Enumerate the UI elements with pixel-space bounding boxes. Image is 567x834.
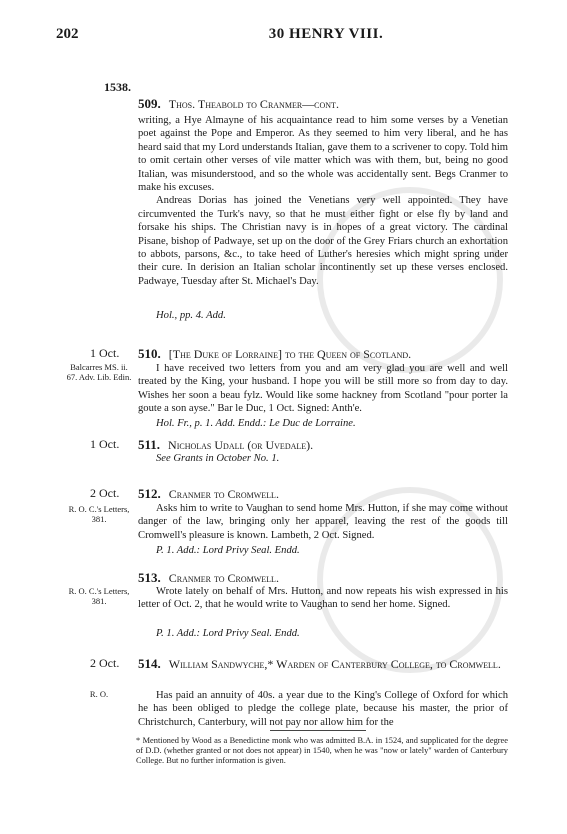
entry-heading bbox=[138, 656, 508, 672]
entry-title: Thos. Theabold to Cranmer—cont. bbox=[168, 97, 339, 111]
footnote-rule bbox=[270, 730, 366, 731]
entry-heading bbox=[138, 486, 279, 502]
entry-meta: Hol., pp. 4. Add. bbox=[156, 310, 226, 321]
entry-title: Cranmer to Cromwell. bbox=[168, 571, 279, 585]
entry-number: 511. bbox=[138, 437, 161, 452]
year-label: 1538. bbox=[104, 80, 131, 94]
entry-number: 514. bbox=[138, 656, 161, 671]
paragraph: I have received two letters from you and am very glad you are well and well treated by the King, your husband. I hope you will be still more so from day to day. Wishes her soon a beau fylz. Would like some hackney from Scotland "pour porter la goute a son ayse." Bar le Duc, 1 Oct. Signed: Anth'e. bbox=[138, 363, 508, 415]
paragraph: Has paid an annuity of 40s. a year due to the King's College of Oxford for which he has been obliged to pledge the college plate, because his master, the prior of Christchurch, Canterbury, will not pay nor allow him for the bbox=[138, 690, 508, 728]
entry-heading bbox=[138, 346, 411, 362]
entry-date: 2 Oct. bbox=[90, 486, 120, 500]
page-number: 202 bbox=[56, 26, 79, 42]
running-title: 30 HENRY VIII. bbox=[268, 26, 384, 42]
entry-title: [The Duke of Lorraine] to the Queen of Scotland. bbox=[168, 347, 412, 361]
entry-body bbox=[138, 114, 508, 288]
entry-date: 1 Oct. bbox=[90, 437, 120, 451]
running-header bbox=[56, 26, 556, 46]
entry-heading bbox=[138, 96, 339, 112]
entry-title: Nicholas Udall (or Uvedale). bbox=[168, 438, 314, 452]
entry-heading bbox=[138, 437, 313, 453]
entry-meta: Hol. Fr., p. 1. Add. Endd.: Le Duc de Lorraine. bbox=[156, 418, 356, 429]
entry-meta: P. 1. Add.: Lord Privy Seal. Endd. bbox=[156, 545, 300, 556]
entry-date: 2 Oct. bbox=[90, 656, 120, 670]
entry-meta: See Grants in October No. 1. bbox=[156, 453, 280, 464]
source-reference: R. O. C.'s Letters, 381. bbox=[68, 586, 130, 606]
footnote: * Mentioned by Wood as a Benedictine monk who was admitted B.A. in 1524, and supplicated for the degree of D.D. (whether granted or not does not appear) in 1540, when he was "now or lately" warden of Canterbury College. But no further information is given. bbox=[136, 736, 508, 765]
entry-title: Cranmer to Cromwell. bbox=[168, 487, 279, 501]
paragraph: Andreas Dorias has joined the Venetians very well appointed. They have circumvented the Turk's navy, so that he must either fight or else fly by land and forsake his ships. The Christian navy is in hopes of a great victory. The cardinal Pisane, bishop of Padwaye, set up on the door of the Grey Friars church an exhortation to abbots, parsons, &c., to take heed of Luther's heresies which might spring under their cure. In derision an Italian scholar incontinently set up these verses enclosed. Padwaye, Tuesday after St. Michael's Day. bbox=[138, 195, 508, 287]
source-reference: Balcarres MS. ii. 67. Adv. Lib. Edin. bbox=[66, 362, 132, 382]
entry-title: William Sandwyche,* Warden of Canterbury College, to Cromwell. bbox=[168, 657, 501, 671]
entry-heading bbox=[138, 570, 279, 586]
source-reference: R. O. bbox=[89, 689, 109, 699]
paragraph: Asks him to write to Vaughan to send home Mrs. Hutton, if she may come without danger of the law, bringing only her apparel, leaving the rest of the goods till Cromwell's pleasure is known. Lambeth, 2 Oct. Signed. bbox=[138, 503, 508, 541]
paragraph: writing, a Hye Almayne of his acquaintance read to him some verses by a Venetian poet against the Pope and Emperor. As they seemed to him very liberal, and he has heard said that my Lord understands Italian, gave them to a scrivener to copy. Told him to omit certain other verses of vile matter which was with them, but, being no good Italian, was misunderstood, and so the whole was accidentally sent. Begs Cranmer to make his excuses. bbox=[138, 115, 508, 194]
entry-body bbox=[138, 362, 508, 416]
source-reference: R. O. C.'s Letters, 381. bbox=[68, 504, 130, 524]
entry-number: 510. bbox=[138, 346, 161, 361]
entry-body bbox=[138, 502, 508, 542]
entry-date: 1 Oct. bbox=[90, 346, 120, 360]
entry-body bbox=[138, 689, 508, 729]
entry-meta: P. 1. Add.: Lord Privy Seal. Endd. bbox=[156, 628, 300, 639]
entry-number: 509. bbox=[138, 96, 161, 111]
entry-number: 512. bbox=[138, 486, 161, 501]
entry-body bbox=[138, 585, 508, 612]
entry-number: 513. bbox=[138, 570, 161, 585]
paragraph: Wrote lately on behalf of Mrs. Hutton, and now repeats his wish expressed in his letter of Oct. 2, that he would write to Vaughan to send her home. Signed. bbox=[138, 586, 508, 611]
